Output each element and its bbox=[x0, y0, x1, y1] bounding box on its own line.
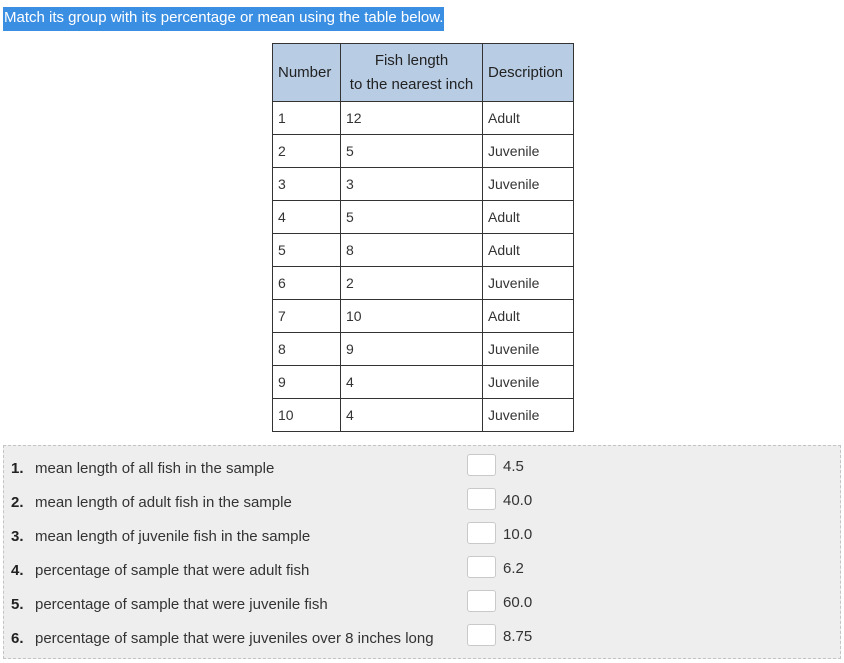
answer-choice[interactable]: 8.75 bbox=[503, 628, 533, 645]
prompt-item bbox=[11, 525, 310, 549]
cell-length: 4 bbox=[341, 366, 483, 399]
header-fish-length-line1: Fish length bbox=[374, 51, 449, 69]
answer-drop-box[interactable] bbox=[467, 590, 496, 612]
cell-description: Juvenile bbox=[483, 267, 574, 300]
cell-length: 12 bbox=[341, 102, 483, 135]
answer-choice[interactable]: 40.0 bbox=[503, 492, 533, 509]
prompt-number: 4. bbox=[11, 562, 24, 579]
cell-length: 3 bbox=[341, 168, 483, 201]
cell-number: 4 bbox=[273, 201, 341, 234]
table-row bbox=[273, 267, 574, 300]
table-row bbox=[273, 168, 574, 201]
prompt-number: 1. bbox=[11, 460, 24, 477]
table-row bbox=[273, 366, 574, 399]
prompt-item bbox=[11, 627, 434, 651]
cell-description: Adult bbox=[483, 201, 574, 234]
cell-number: 8 bbox=[273, 333, 341, 366]
cell-length: 4 bbox=[341, 399, 483, 432]
prompt-number: 2. bbox=[11, 494, 24, 511]
prompt-text: percentage of sample that were juveniles over 8 inches long bbox=[35, 630, 434, 647]
prompt-item bbox=[11, 457, 274, 481]
cell-length: 5 bbox=[341, 201, 483, 234]
cell-number: 7 bbox=[273, 300, 341, 333]
header-number: Number bbox=[273, 44, 341, 102]
answer-drop-box[interactable] bbox=[467, 488, 496, 510]
matching-area bbox=[3, 445, 841, 659]
cell-length: 8 bbox=[341, 234, 483, 267]
cell-description: Adult bbox=[483, 234, 574, 267]
table-row bbox=[273, 102, 574, 135]
answer-drop-box[interactable] bbox=[467, 522, 496, 544]
answer-drop-box[interactable] bbox=[467, 454, 496, 476]
answer-choice[interactable]: 60.0 bbox=[503, 594, 533, 611]
header-description: Description bbox=[483, 44, 574, 102]
cell-number: 5 bbox=[273, 234, 341, 267]
cell-length: 10 bbox=[341, 300, 483, 333]
prompt-number: 6. bbox=[11, 630, 24, 647]
cell-number: 10 bbox=[273, 399, 341, 432]
table-row bbox=[273, 135, 574, 168]
prompt-text: percentage of sample that were adult fish bbox=[35, 562, 310, 579]
cell-length: 5 bbox=[341, 135, 483, 168]
answer-choice[interactable]: 6.2 bbox=[503, 560, 524, 577]
instruction-text: Match its group with its percentage or mean using the table below. bbox=[3, 7, 444, 31]
answer-drop-box[interactable] bbox=[467, 556, 496, 578]
answer-choice[interactable]: 4.5 bbox=[503, 458, 524, 475]
fish-table bbox=[272, 43, 574, 432]
cell-description: Juvenile bbox=[483, 333, 574, 366]
prompt-item bbox=[11, 559, 309, 583]
cell-number: 6 bbox=[273, 267, 341, 300]
cell-description: Juvenile bbox=[483, 135, 574, 168]
table-row bbox=[273, 333, 574, 366]
cell-number: 9 bbox=[273, 366, 341, 399]
prompt-text: mean length of juvenile fish in the sample bbox=[35, 528, 311, 545]
table-row bbox=[273, 399, 574, 432]
cell-number: 3 bbox=[273, 168, 341, 201]
cell-description: Juvenile bbox=[483, 366, 574, 399]
header-fish-length bbox=[341, 44, 483, 102]
cell-description: Adult bbox=[483, 102, 574, 135]
table-row bbox=[273, 300, 574, 333]
table-row bbox=[273, 201, 574, 234]
answer-drop-box[interactable] bbox=[467, 624, 496, 646]
table-header-row bbox=[273, 44, 574, 102]
header-fish-length-line2: to the nearest inch bbox=[349, 75, 474, 93]
prompt-number: 5. bbox=[11, 596, 24, 613]
answer-choice[interactable]: 10.0 bbox=[503, 526, 533, 543]
prompt-item bbox=[11, 593, 328, 617]
table-row bbox=[273, 234, 574, 267]
prompt-text: mean length of adult fish in the sample bbox=[35, 494, 292, 511]
cell-number: 1 bbox=[273, 102, 341, 135]
prompt-number: 3. bbox=[11, 528, 24, 545]
cell-description: Adult bbox=[483, 300, 574, 333]
cell-number: 2 bbox=[273, 135, 341, 168]
prompt-item bbox=[11, 491, 292, 515]
cell-description: Juvenile bbox=[483, 399, 574, 432]
cell-length: 2 bbox=[341, 267, 483, 300]
cell-length: 9 bbox=[341, 333, 483, 366]
cell-description: Juvenile bbox=[483, 168, 574, 201]
prompt-text: percentage of sample that were juvenile fish bbox=[35, 596, 328, 613]
prompt-text: mean length of all fish in the sample bbox=[35, 460, 275, 477]
